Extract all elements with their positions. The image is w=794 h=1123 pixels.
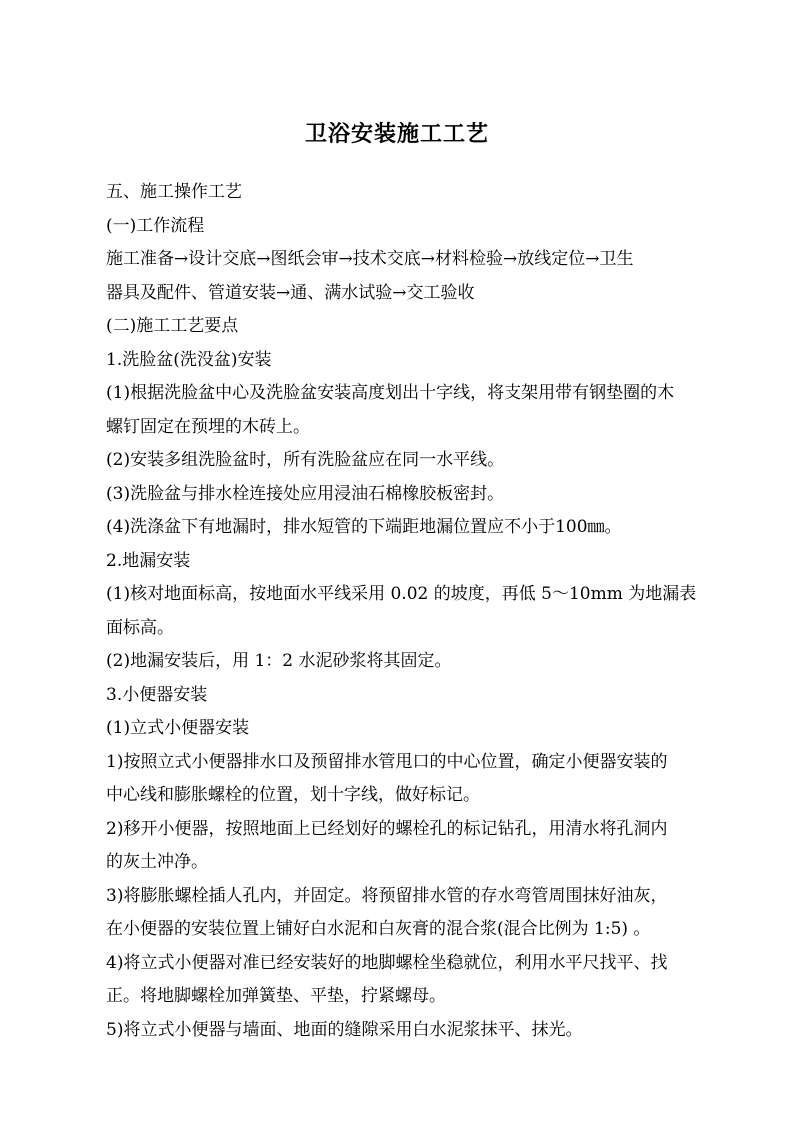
text-line: 5)将立式小便器与墙面、地面的缝隙采用白水泥浆抹平、抹光。 xyxy=(106,1019,583,1040)
text-line: 3)将膨胀螺栓插人孔内，并固定。将预留排水管的存水弯管周围抹好油灰， xyxy=(106,885,668,906)
text-line: 施工准备→设计交底→图纸会审→技术交底→材料检验→放线定位→卫生 xyxy=(106,249,634,269)
text-line: 3.小便器安装 xyxy=(106,684,208,705)
text-line: 4)将立式小便器对准已经安装好的地脚螺栓坐稳就位，利用水平尺找平、找 xyxy=(106,952,668,973)
document-body xyxy=(106,176,721,1047)
text-line: (1)立式小便器安装 xyxy=(106,718,250,738)
text-line: (4)洗涤盆下有地漏时，排水短管的下端距地漏位置应不小于100㎜。 xyxy=(106,517,622,537)
document-title: 卫浴安装施工工艺 xyxy=(304,121,489,147)
text-line: 正。将地脚螺栓加弹簧垫、平垫，拧紧螺母。 xyxy=(106,986,446,1006)
text-line: (二)施工工艺要点 xyxy=(106,316,239,336)
text-line: 2)移开小便器，按照地面上已经划好的螺栓孔的标记钻孔，用清水将孔洞内 xyxy=(106,818,668,839)
text-line: 在小便器的安装位置上铺好白水泥和白灰膏的混合浆(混合比例为 1:5) 。 xyxy=(106,919,651,939)
text-line: (1)核对地面标高，按地面水平线采用 0.02 的坡度，再低 5～10mm 为地漏表 xyxy=(106,584,697,604)
text-line: 1)按照立式小便器排水口及预留排水管甩口的中心位置，确定小便器安装的 xyxy=(106,751,668,772)
text-line: 的灰土冲净。 xyxy=(106,852,208,872)
text-line: 1.洗脸盆(洗没盆)安装 xyxy=(106,349,272,370)
text-line: (2)地漏安装后，用 1：2 水泥砂浆将其固定。 xyxy=(106,651,452,671)
text-line: 器具及配件、管道安装→通、满水试验→交工验收 xyxy=(106,282,475,303)
text-line: 螺钉固定在预埋的木砖上。 xyxy=(106,416,310,437)
text-line: 2.地漏安装 xyxy=(106,550,191,571)
text-line: 面标高。 xyxy=(106,617,174,638)
text-line: (2)安装多组洗脸盆时，所有洗脸盆应在同一水平线。 xyxy=(106,450,505,470)
text-line: (一)工作流程 xyxy=(106,215,205,236)
text-line: (1)根据洗脸盆中心及洗脸盆安装高度划出十字线，将支架用带有钢垫圈的木 xyxy=(106,383,675,403)
text-line: 五、施工操作工艺 xyxy=(106,182,242,202)
text-line: 中心线和膨胀螺栓的位置，划十字线，做好标记。 xyxy=(106,785,480,805)
text-line: (3)洗脸盆与排水栓连接处应用浸油石棉橡胶板密封。 xyxy=(106,483,505,504)
